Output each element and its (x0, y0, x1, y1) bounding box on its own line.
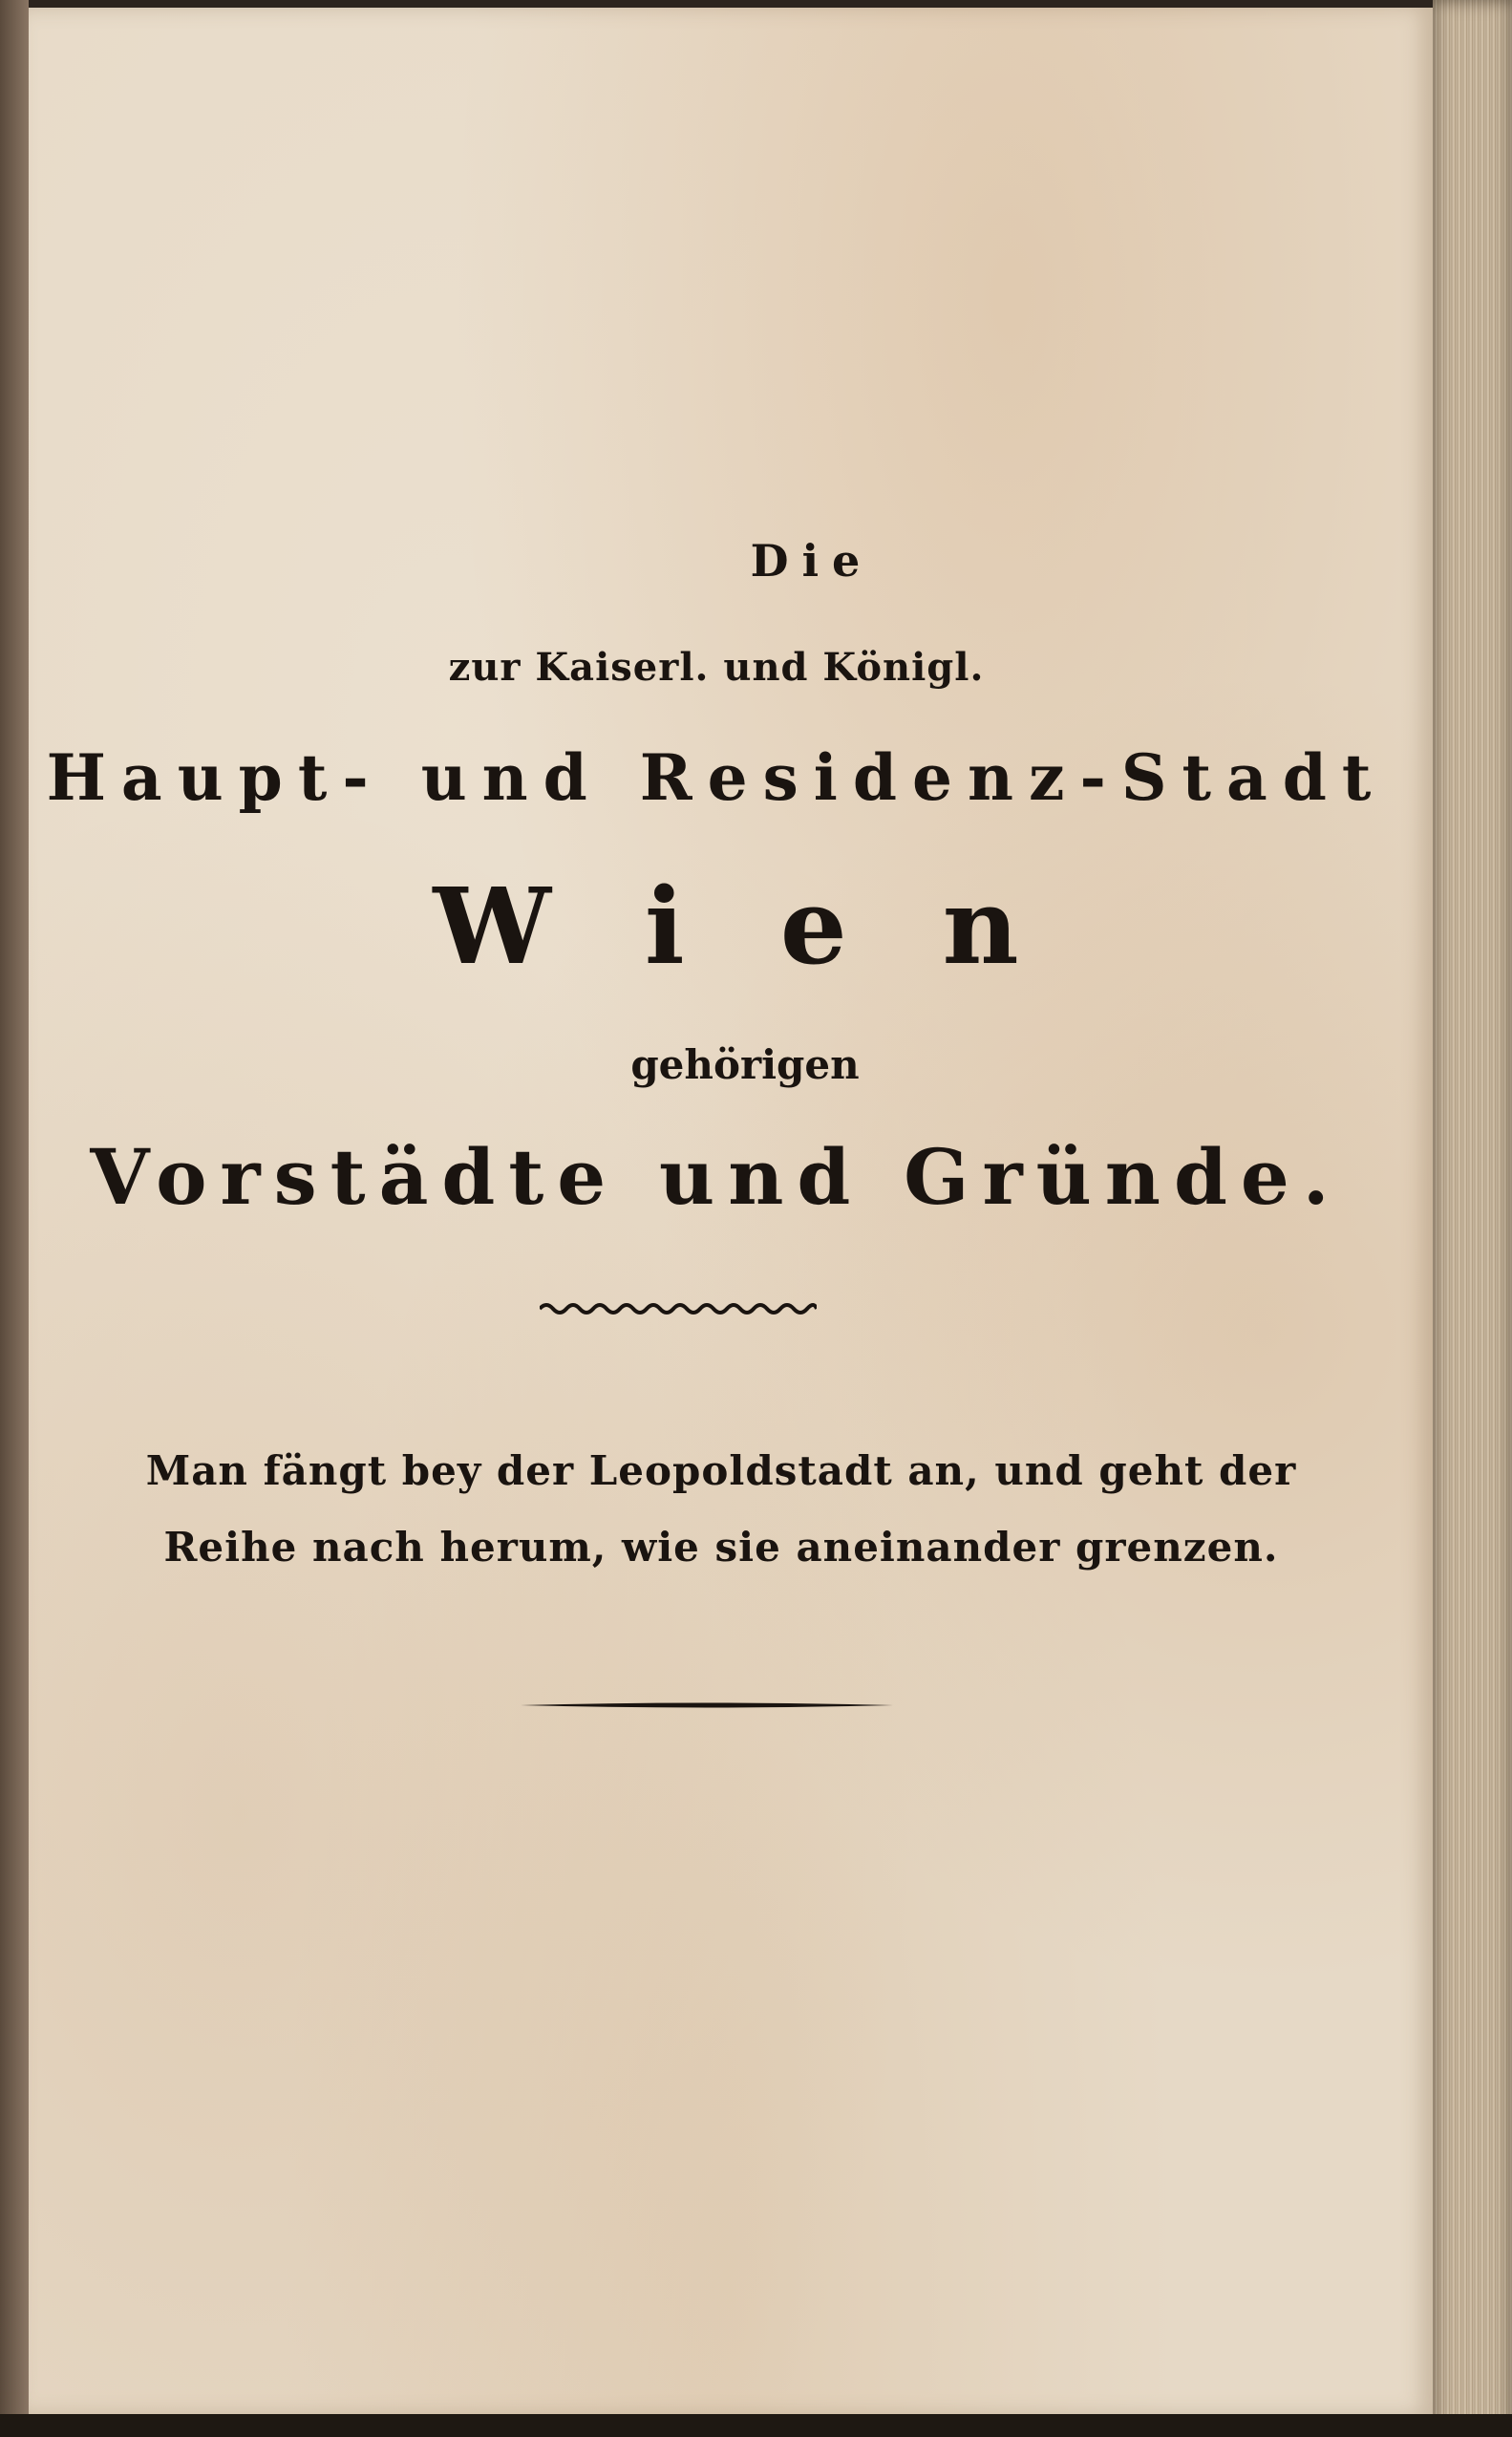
title-line-wien: Wien (433, 865, 1115, 988)
title-line-zur: zur Kaiserl. und Königl. (448, 645, 985, 690)
title-line-haupt-und-residenz: Haupt- und Residenz-Stadt (46, 740, 1387, 815)
title-line-die: Die (750, 535, 874, 587)
title-line-vorstaedte: Vorstädte und Gründe. (90, 1132, 1343, 1222)
closing-rule (521, 1700, 893, 1710)
book-binding-edge (0, 0, 29, 2437)
page-block-edges (1433, 0, 1512, 2437)
description-paragraph (124, 1433, 1318, 1586)
description-line-1: Man fängt bey der Leopoldstadt an, und geht der (145, 1447, 1297, 1494)
description-line-2: Reihe nach herum, wie sie aneinander grenzen. (163, 1524, 1279, 1571)
scan-bottom-edge (0, 2414, 1512, 2437)
title-line-gehoerigen: gehörigen (630, 1041, 860, 1088)
wavy-ornament-divider (540, 1299, 817, 1318)
